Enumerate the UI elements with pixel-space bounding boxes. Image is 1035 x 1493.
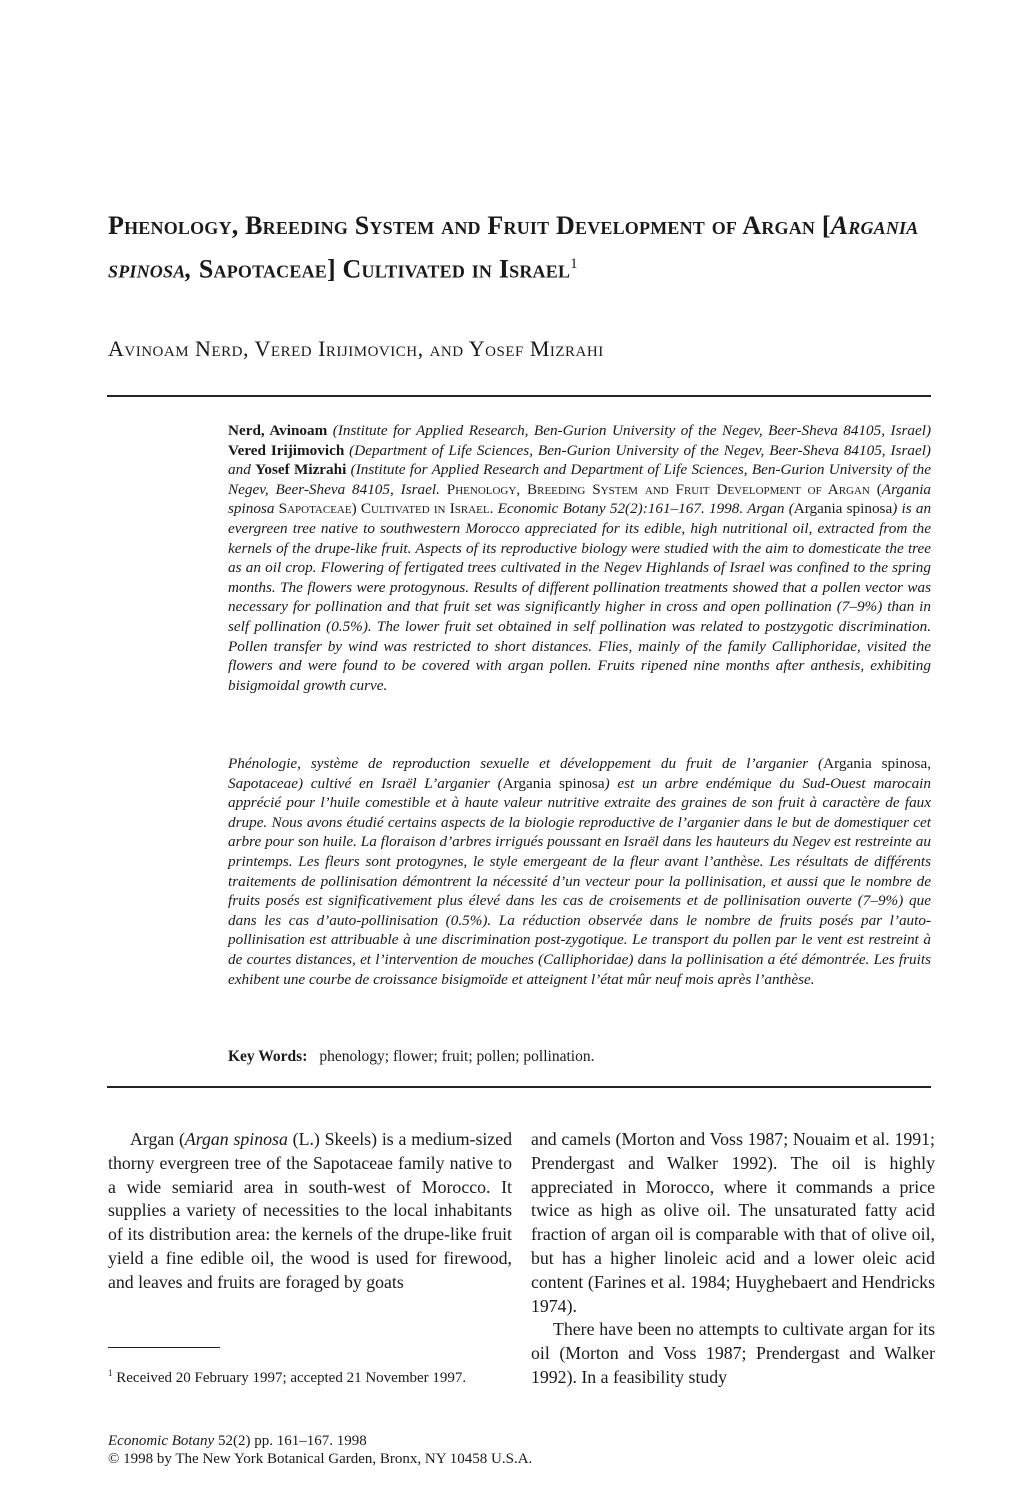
abstract-species: Argania spinosa [793,500,893,518]
abstract-english [228,421,931,695]
author-list: Avinoam Nerd, Vered Irijimovich, and Yosef Mizrahi [108,336,604,361]
abstract-title-species: Argania spinosa [228,480,932,518]
article-title [108,207,938,289]
body-right-column [531,1128,935,1390]
footnote-marker: 1 [108,1368,113,1378]
abstract-citation: Economic Botany 52(2):161–167. 1998. Argan ( [497,500,794,518]
abstract-author2-affil: (Department of Life Sciences, Ben-Gurion University of the Negev, Beer-Sheva 84105, Israel) and [228,441,931,479]
body-left-a: Argan ( [130,1129,185,1149]
abstract-french [228,754,931,989]
title-part1: Phenology, Breeding System and Fruit Development of Argan [ [108,211,831,240]
french-species2: Argania spinosa [502,774,605,792]
footnote-divider [108,1347,220,1348]
french-t2: Sapotaceae) cultivé en Israël L’arganier ( [228,774,503,792]
title-species: Argania spinosa, [108,211,919,284]
abstract-title-end: Sapotaceae) Cultivated in Israel. [274,500,494,518]
abstract-author3-affil: (Institute for Applied Research and Department of Life Sciences, Ben-Gurion University of the Negev, Beer-Sheva 84105, Israel. [228,461,932,498]
body-paragraph [108,1128,512,1295]
title-part2: Sapotaceae] Cultivated in Israel [192,254,571,284]
french-species1: Argania spinosa, [823,755,932,772]
keywords-label: Key Words: [228,1048,308,1065]
abstract-title-caps: Phenology, Breeding System and Fruit Development of Argan ( [446,480,882,498]
page-footer [108,1432,808,1468]
bottom-divider [107,1086,931,1088]
top-divider [107,395,931,397]
footnote [108,1364,512,1388]
body-left-species: Argan spinosa [184,1129,288,1149]
body-left-b: (L.) Skeels) is a medium-sized thorny evergreen tree of the Sapotaceae family native to a wide semiarid area in south-west of Morocco. It supplies a variety of necessities to the local inhabitants of its distribution area: the kernels of the drupe-like fruit yield a fine edible oil, the wood is used for firewood, and leaves and fruits are foraged by goats [108,1129,512,1292]
french-t3: ) est un arbre endémique du Sud-Ouest marocain apprécié pour l’huile comestible et à haute valeur nutritive extraite des graines de son fruit à caractère de faux drupe. Nous avons étudié certains aspects de la biologie reproductive de l’arganier dans le but de domestiquer cet arbre pour son huile. La floraison d’arbres irrigués poussant en Israël dans les hauteurs du Negev est restreinte au printemps. Les fleurs sont protogynes, le style emergeant de la fleur avant l’anthèse. Les résultats de différents traitements de pollinisation démontrent la nécessité d’un vecteur pour la pollinisation, et aussi que le nombre de fruits posés est significativement plus élevé dans les cas de croisements et de pollinisation ouverte (7–9%) que dans les cas d’auto-pollinisation (0.5%). La réduction observée dans le nombre de fruits posés par l’auto-pollinisation est attribuable à une discrimination post-zygotique. Le transport du pollen par le vent est restreint à de courtes distances, et l’intervention de mouches (Calliphoridae) dans la pollinisation a été démontrée. Les fruits exhibent une courbe de croissance bisigmoïde et atteignent l’état mûr neuf mois après l’anthèse. [228,774,931,988]
footer-copyright: © 1998 by The New York Botanical Garden, Bronx, NY 10458 U.S.A. [108,1451,533,1467]
french-t1: Phénologie, système de reproduction sexuelle et développement du fruit de l’arganier ( [228,755,824,772]
footer-journal: Economic Botany [108,1433,215,1449]
body-paragraph: and camels (Morton and Voss 1987; Nouaim et al. 1991; Prendergast and Walker 1992). The oil is highly appreciated in Morocco, where it commands a price twice as high as olive oil. The unsaturated fatty acid fraction of argan oil is comparable with that of olive oil, but has a higher linoleic acid and a lower oleic acid content (Farines et al. 1984; Huyghebaert and Hendricks 1974). [531,1129,935,1316]
footer-citation [108,1432,808,1450]
abstract-author1-affil: (Institute for Applied Research, Ben-Gurion University of the Negev, Beer-Sheva 84105, Israel) [332,422,932,439]
keywords-value: phenology; flower; fruit; pollen; pollination. [319,1048,595,1065]
title-footnote-marker: 1 [570,256,578,272]
footer-citation-text: 52(2) pp. 161–167. 1998 [214,1433,367,1449]
footnote-text: Received 20 February 1997; accepted 21 November 1997. [112,1370,467,1386]
body-left-column [108,1128,512,1295]
keywords [228,1048,931,1066]
abstract-author3: Yosef Mizrahi [255,461,347,479]
body-paragraph: There have been no attempts to cultivate argan for its oil (Morton and Voss 1987; Prendergast and Walker 1992). In a feasibility study [531,1319,935,1387]
abstract-author2: Vered Irijimovich [228,441,345,459]
abstract-author1: Nerd, Avinoam [228,422,328,439]
abstract-body: ) is an evergreen tree native to southwestern Morocco appreciated for its edible, high nutritional oil, extracted from the kernels of the drupe-like fruit. Aspects of its reproductive biology were studied with the aim to domesticate the tree as an oil crop. Flowering of fertigated trees cultivated in the Negev Highlands of Israel was confined to the spring months. The flowers were protogynous. Results of different pollination treatments showed that a pollen vector was necessary for pollination and that fruit set was significantly higher in cross and open pollination (7–9%) than in self pollination (0.5%). The lower fruit set obtained in self pollination was related to postzygotic discrimination. Pollen transfer by wind was restricted to short distances. Flies, mainly of the family Calliphoridae, visited the flowers and were found to be covered with argan pollen. Fruits ripened nine months after anthesis, exhibiting bisigmoidal growth curve. [228,500,932,694]
